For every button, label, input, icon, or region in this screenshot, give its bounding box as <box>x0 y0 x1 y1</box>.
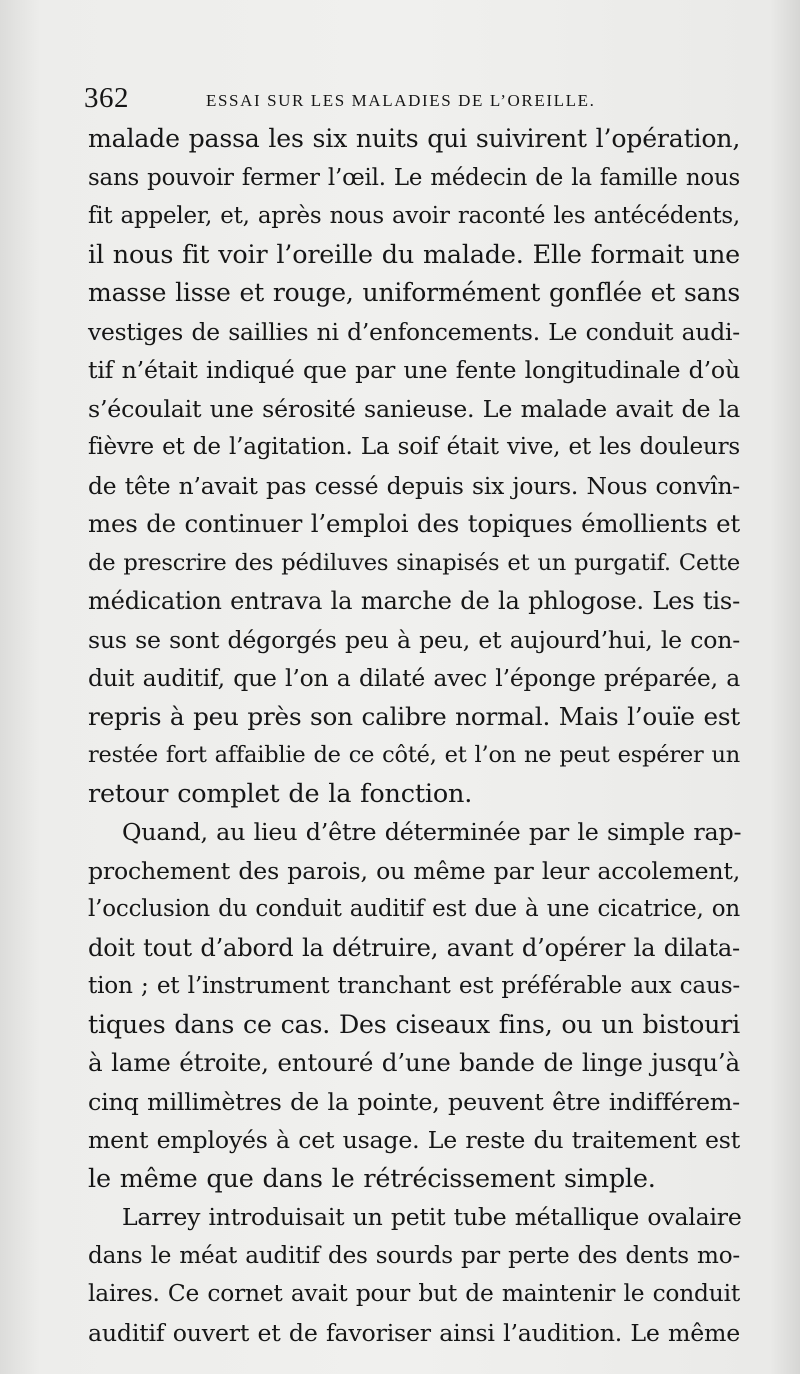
text-line: médication entrava la marche de la phlogose. Les tis- <box>88 587 741 615</box>
text-line: laires. Ce cornet avait pour but de maintenir le conduit <box>88 1280 740 1307</box>
text-line: mes de continuer l’emploi des topiques émollients et <box>88 509 740 538</box>
paragraph <box>88 120 740 813</box>
paragraph <box>88 813 740 1198</box>
text-line: tif n’était indiqué que par une fente longitudinale d’où <box>88 356 740 384</box>
text-line: masse lisse et rouge, uniformément gonflée et sans <box>88 278 740 307</box>
text-line: fièvre et de l’agitation. La soif était vive, et les douleurs <box>88 434 740 460</box>
text-line: auditif ouvert et de favoriser ainsi l’audition. Le même <box>88 1318 740 1347</box>
text-line: duit auditif, que l’on a dilaté avec l’éponge préparée, a <box>88 664 740 692</box>
body-text <box>88 120 740 1352</box>
text-line: prochement des parois, ou même par leur accolement, <box>88 856 740 885</box>
text-line: ment employés à cet usage. Le reste du traitement est <box>88 1126 740 1154</box>
text-line: sans pouvoir fermer l’œil. Le médecin de la famille nous <box>88 164 740 191</box>
text-line: repris à peu près son calibre normal. Mais l’ouïe est <box>88 701 740 731</box>
text-line: s’écoulait une sérosité sanieuse. Le malade avait de la <box>88 394 740 423</box>
text-line: doit tout d’abord la détruire, avant d’opérer la dilata- <box>88 933 740 962</box>
paragraph <box>88 1198 740 1352</box>
text-line: de prescrire des pédiluves sinapisés et un purgatif. Cette <box>88 549 740 576</box>
text-line: sus se sont dégorgés peu à peu, et aujourd’hui, le con- <box>88 625 740 654</box>
text-line: dans le méat auditif des sourds par perte des dents mo- <box>88 1242 740 1269</box>
text-line: retour complet de la fonction. <box>88 778 473 809</box>
text-line: tiques dans ce cas. Des ciseaux fins, ou un bistouri <box>88 1009 740 1039</box>
text-line: Quand, au lieu d’être déterminée par le simple rap- <box>122 818 742 846</box>
page-header <box>84 82 744 122</box>
running-title: ESSAI SUR LES MALADIES DE L’OREILLE. <box>206 91 596 110</box>
text-line: vestiges de saillies ni d’enfoncements. Le conduit audi- <box>88 317 740 346</box>
text-line: l’occlusion du conduit auditif est due à une cicatrice, on <box>88 896 740 922</box>
text-line: cinq millimètres de la pointe, peuvent être indifférem- <box>88 1087 740 1116</box>
text-line: tion ; et l’instrument tranchant est préférable aux caus- <box>88 973 740 999</box>
text-line: restée fort affaiblie de ce côté, et l’on ne peut espérer un <box>88 742 740 768</box>
text-line: fit appeler, et, après nous avoir raconté les antécédents, <box>88 203 740 229</box>
text-line: de tête n’avait pas cessé depuis six jours. Nous convîn- <box>88 471 740 500</box>
text-line: il nous fit voir l’oreille du malade. Elle formait une <box>88 239 740 270</box>
text-line: le même que dans le rétrécissement simple. <box>88 1163 656 1194</box>
text-line: à lame étroite, entouré d’une bande de linge jusqu’à <box>88 1048 740 1077</box>
page-number: 362 <box>84 82 129 114</box>
text-line: Larrey introduisait un petit tube métallique ovalaire <box>122 1203 742 1231</box>
text-line: malade passa les six nuits qui suivirent l’opération, <box>88 124 741 153</box>
